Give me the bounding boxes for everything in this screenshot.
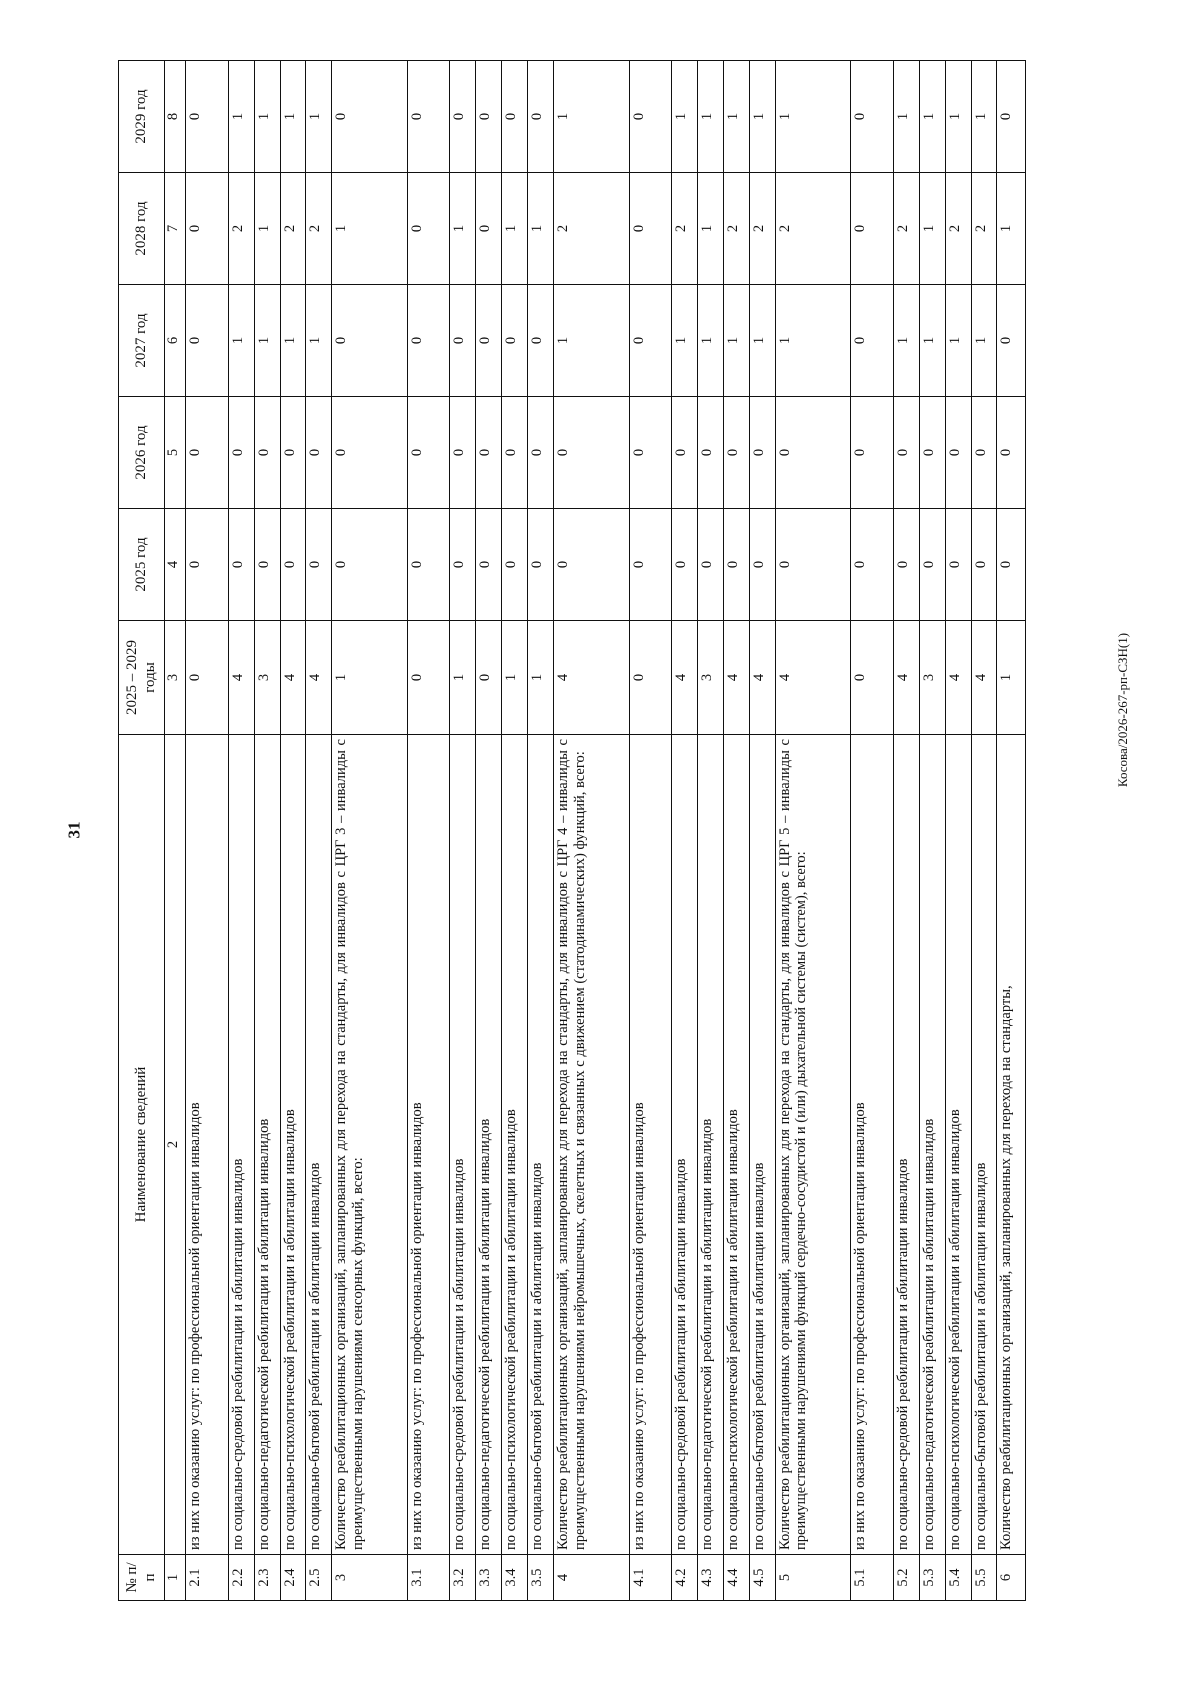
row-number-cell: 5.3 [919,1555,945,1601]
value-2029-cell: 0 [528,61,554,173]
table-row [629,61,671,1601]
total-value-cell: 0 [629,621,671,735]
value-2029-cell: 1 [254,61,280,173]
value-2029-cell: 0 [629,61,671,173]
value-2026-cell: 0 [723,397,749,509]
row-number-cell: 2.5 [306,1555,332,1601]
table-row [306,61,332,1601]
value-2028-cell: 2 [971,173,997,285]
value-2025-cell: 0 [476,509,502,621]
data-table-rotated [118,61,1026,1601]
total-value-cell: 4 [723,621,749,735]
row-name-cell: Количество реабилитационных организаций, запланированных для перехода на стандарты, для инвалидов с ЦРГ 3 – инвалиды с преимущественными нарушениями сенсорных функций, всего: [332,735,407,1555]
page-number-text: 31 [64,821,83,839]
row-name-cell: по социально-бытовой реабилитации и абилитации инвалидов [749,735,775,1555]
total-value-cell: 3 [697,621,723,735]
table-body [165,61,1026,1601]
value-2028-cell: 2 [672,173,698,285]
table-row [407,61,449,1601]
value-2025-cell: 0 [893,509,919,621]
row-number-cell: 6 [997,1555,1026,1601]
value-2026-cell: 0 [450,397,476,509]
value-2028-cell: 2 [280,173,306,285]
table-row [723,61,749,1601]
row-number-cell: 4.3 [697,1555,723,1601]
value-2026-cell: 0 [228,397,254,509]
table-row [672,61,698,1601]
header-2028: 2028 год [119,173,165,285]
rehabilitation-organizations-table [118,60,1026,1601]
row-name-cell: Количество реабилитационных организаций, запланированных для перехода на стандарты, [997,735,1026,1555]
value-2028-cell: 2 [723,173,749,285]
value-2029-cell: 1 [554,61,629,173]
value-2028-cell: 2 [306,173,332,285]
value-2028-cell: 0 [476,173,502,285]
total-value-cell: 4 [945,621,971,735]
index-cell: 6 [165,285,186,397]
value-2029-cell: 1 [723,61,749,173]
row-number-cell: 2.1 [186,1555,228,1601]
value-2026-cell: 0 [971,397,997,509]
table-row [919,61,945,1601]
value-2027-cell: 1 [971,285,997,397]
value-2028-cell: 0 [186,173,228,285]
value-2029-cell: 0 [450,61,476,173]
row-name-cell: по социально-бытовой реабилитации и абилитации инвалидов [306,735,332,1555]
value-2027-cell: 1 [306,285,332,397]
value-2028-cell: 0 [407,173,449,285]
total-value-cell: 1 [332,621,407,735]
value-2029-cell: 1 [749,61,775,173]
total-value-cell: 1 [450,621,476,735]
value-2029-cell: 1 [893,61,919,173]
row-name-cell: по социально-психологической реабилитации и абилитации инвалидов [723,735,749,1555]
value-2025-cell: 0 [697,509,723,621]
header-num: № п/п [119,1555,165,1601]
index-cell: 8 [165,61,186,173]
value-2027-cell: 0 [186,285,228,397]
value-2029-cell: 1 [775,61,850,173]
value-2027-cell: 0 [407,285,449,397]
value-2025-cell: 0 [749,509,775,621]
total-value-cell: 0 [476,621,502,735]
value-2027-cell: 0 [629,285,671,397]
column-index-row [165,61,186,1601]
value-2028-cell: 1 [502,173,528,285]
value-2025-cell: 0 [554,509,629,621]
table-row [554,61,629,1601]
page-number [62,800,86,860]
value-2029-cell: 0 [502,61,528,173]
row-name-cell: из них по оказанию услуг: по профессиональной ориентации инвалидов [407,735,449,1555]
total-value-cell: 0 [407,621,449,735]
value-2029-cell: 1 [919,61,945,173]
value-2028-cell: 1 [919,173,945,285]
value-2025-cell: 0 [528,509,554,621]
value-2029-cell: 0 [407,61,449,173]
value-2029-cell: 0 [851,61,893,173]
value-2025-cell: 0 [228,509,254,621]
value-2027-cell: 1 [749,285,775,397]
row-number-cell: 4.5 [749,1555,775,1601]
total-value-cell: 4 [749,621,775,735]
value-2025-cell: 0 [280,509,306,621]
value-2026-cell: 0 [554,397,629,509]
value-2025-cell: 0 [971,509,997,621]
value-2026-cell: 0 [749,397,775,509]
total-value-cell: 4 [228,621,254,735]
value-2027-cell: 1 [254,285,280,397]
value-2027-cell: 1 [919,285,945,397]
value-2027-cell: 1 [723,285,749,397]
value-2029-cell: 1 [971,61,997,173]
row-number-cell: 2.2 [228,1555,254,1601]
row-name-cell: по социально-психологической реабилитации и абилитации инвалидов [502,735,528,1555]
header-2026: 2026 год [119,397,165,509]
value-2029-cell: 1 [280,61,306,173]
value-2028-cell: 1 [450,173,476,285]
value-2025-cell: 0 [407,509,449,621]
row-number-cell: 5.5 [971,1555,997,1601]
total-value-cell: 0 [851,621,893,735]
row-name-cell: по социально-педагогической реабилитации и абилитации инвалидов [697,735,723,1555]
value-2026-cell: 0 [332,397,407,509]
row-name-cell: по социально-педагогической реабилитации и абилитации инвалидов [919,735,945,1555]
value-2028-cell: 1 [528,173,554,285]
value-2027-cell: 1 [554,285,629,397]
value-2029-cell: 0 [332,61,407,173]
table-row [775,61,850,1601]
row-name-cell: по социально-средовой реабилитации и абилитации инвалидов [672,735,698,1555]
document-code-text: Косова/2026-267-рп-СЗН(1) [1115,632,1131,788]
header-2029: 2029 год [119,61,165,173]
value-2025-cell: 0 [502,509,528,621]
table-row [749,61,775,1601]
value-2029-cell: 0 [997,61,1026,173]
row-number-cell: 5.2 [893,1555,919,1601]
row-name-cell: из них по оказанию услуг: по профессиональной ориентации инвалидов [851,735,893,1555]
value-2027-cell: 0 [476,285,502,397]
row-number-cell: 4.2 [672,1555,698,1601]
value-2026-cell: 0 [893,397,919,509]
row-name-cell: Количество реабилитационных организаций, запланированных для перехода на стандарты, для инвалидов с ЦРГ 5 – инвалиды с преимущественными нарушениями функций сердечно-сосудистой и (или) дыхательной системы (систем), всего: [775,735,850,1555]
value-2027-cell: 1 [280,285,306,397]
index-cell: 7 [165,173,186,285]
value-2025-cell: 0 [723,509,749,621]
value-2027-cell: 1 [228,285,254,397]
row-name-cell: по социально-психологической реабилитации и абилитации инвалидов [280,735,306,1555]
table-row [971,61,997,1601]
index-cell: 5 [165,397,186,509]
total-value-cell: 4 [971,621,997,735]
value-2026-cell: 0 [697,397,723,509]
value-2027-cell: 1 [697,285,723,397]
table-row [450,61,476,1601]
table-row [945,61,971,1601]
total-value-cell: 4 [280,621,306,735]
row-number-cell: 3.1 [407,1555,449,1601]
value-2027-cell: 0 [851,285,893,397]
value-2026-cell: 0 [254,397,280,509]
row-name-cell: по социально-педагогической реабилитации и абилитации инвалидов [476,735,502,1555]
value-2026-cell: 0 [407,397,449,509]
row-name-cell: по социально-бытовой реабилитации и абилитации инвалидов [971,735,997,1555]
value-2027-cell: 0 [332,285,407,397]
value-2025-cell: 0 [332,509,407,621]
value-2025-cell: 0 [254,509,280,621]
value-2028-cell: 0 [851,173,893,285]
value-2028-cell: 1 [332,173,407,285]
value-2029-cell: 1 [697,61,723,173]
value-2027-cell: 0 [450,285,476,397]
table-row [476,61,502,1601]
value-2027-cell: 1 [945,285,971,397]
value-2026-cell: 0 [186,397,228,509]
value-2029-cell: 1 [672,61,698,173]
table-row [893,61,919,1601]
row-name-cell: по социально-средовой реабилитации и абилитации инвалидов [450,735,476,1555]
header-name: Наименование сведений [119,735,165,1555]
table-row [697,61,723,1601]
value-2027-cell: 0 [528,285,554,397]
row-number-cell: 2.4 [280,1555,306,1601]
row-name-cell: по социально-средовой реабилитации и абилитации инвалидов [228,735,254,1555]
value-2026-cell: 0 [528,397,554,509]
value-2027-cell: 0 [997,285,1026,397]
row-name-cell: по социально-средовой реабилитации и абилитации инвалидов [893,735,919,1555]
table-row [254,61,280,1601]
value-2028-cell: 1 [254,173,280,285]
total-value-cell: 1 [997,621,1026,735]
value-2026-cell: 0 [851,397,893,509]
total-value-cell: 4 [306,621,332,735]
row-number-cell: 3.5 [528,1555,554,1601]
value-2028-cell: 2 [945,173,971,285]
header-2025: 2025 год [119,509,165,621]
value-2026-cell: 0 [476,397,502,509]
index-cell: 3 [165,621,186,735]
value-2025-cell: 0 [186,509,228,621]
value-2026-cell: 0 [997,397,1026,509]
total-value-cell: 4 [672,621,698,735]
value-2026-cell: 0 [306,397,332,509]
row-number-cell: 4.1 [629,1555,671,1601]
total-value-cell: 1 [528,621,554,735]
value-2025-cell: 0 [450,509,476,621]
header-total: 2025 – 2029 годы [119,621,165,735]
table-row [228,61,254,1601]
value-2029-cell: 0 [186,61,228,173]
row-name-cell: из них по оказанию услуг: по профессиональной ориентации инвалидов [629,735,671,1555]
row-number-cell: 5 [775,1555,850,1601]
row-number-cell: 4 [554,1555,629,1601]
total-value-cell: 4 [893,621,919,735]
index-cell: 1 [165,1555,186,1601]
total-value-cell: 3 [254,621,280,735]
value-2026-cell: 0 [280,397,306,509]
table-header-row [119,61,165,1601]
value-2028-cell: 1 [997,173,1026,285]
value-2029-cell: 0 [476,61,502,173]
value-2027-cell: 1 [775,285,850,397]
value-2025-cell: 0 [775,509,850,621]
value-2027-cell: 1 [893,285,919,397]
row-name-cell: Количество реабилитационных организаций, запланированных для перехода на стандарты, для инвалидов с ЦРГ 4 – инвалиды с преимущественными нарушениями нейромышечных, скелетных и связанных с движением (статодинамических) функций, всего: [554,735,629,1555]
table-row [280,61,306,1601]
table-row [186,61,228,1601]
row-number-cell: 5.4 [945,1555,971,1601]
row-name-cell: по социально-бытовой реабилитации и абилитации инвалидов [528,735,554,1555]
value-2025-cell: 0 [629,509,671,621]
row-number-cell: 3 [332,1555,407,1601]
value-2026-cell: 0 [775,397,850,509]
value-2027-cell: 0 [502,285,528,397]
value-2028-cell: 2 [228,173,254,285]
total-value-cell: 0 [186,621,228,735]
table-row [332,61,407,1601]
value-2026-cell: 0 [945,397,971,509]
row-number-cell: 5.1 [851,1555,893,1601]
index-cell: 2 [165,735,186,1555]
row-number-cell: 2.3 [254,1555,280,1601]
value-2028-cell: 2 [749,173,775,285]
header-2027: 2027 год [119,285,165,397]
value-2025-cell: 0 [851,509,893,621]
value-2028-cell: 1 [697,173,723,285]
value-2029-cell: 1 [945,61,971,173]
value-2028-cell: 2 [554,173,629,285]
value-2025-cell: 0 [997,509,1026,621]
value-2025-cell: 0 [919,509,945,621]
value-2028-cell: 2 [775,173,850,285]
value-2026-cell: 0 [629,397,671,509]
value-2025-cell: 0 [672,509,698,621]
row-number-cell: 3.2 [450,1555,476,1601]
value-2028-cell: 0 [629,173,671,285]
total-value-cell: 3 [919,621,945,735]
table-row [851,61,893,1601]
table-row [502,61,528,1601]
total-value-cell: 1 [502,621,528,735]
total-value-cell: 4 [775,621,850,735]
table-row [997,61,1026,1601]
value-2026-cell: 0 [502,397,528,509]
value-2025-cell: 0 [306,509,332,621]
row-number-cell: 3.4 [502,1555,528,1601]
table-row [528,61,554,1601]
value-2029-cell: 1 [228,61,254,173]
index-cell: 4 [165,509,186,621]
value-2027-cell: 1 [672,285,698,397]
value-2026-cell: 0 [919,397,945,509]
row-name-cell: по социально-педагогической реабилитации и абилитации инвалидов [254,735,280,1555]
document-code [1110,500,1136,920]
row-name-cell: из них по оказанию услуг: по профессиональной ориентации инвалидов [186,735,228,1555]
total-value-cell: 4 [554,621,629,735]
value-2028-cell: 2 [893,173,919,285]
value-2029-cell: 1 [306,61,332,173]
row-number-cell: 3.3 [476,1555,502,1601]
row-number-cell: 4.4 [723,1555,749,1601]
value-2025-cell: 0 [945,509,971,621]
row-name-cell: по социально-психологической реабилитации и абилитации инвалидов [945,735,971,1555]
value-2026-cell: 0 [672,397,698,509]
